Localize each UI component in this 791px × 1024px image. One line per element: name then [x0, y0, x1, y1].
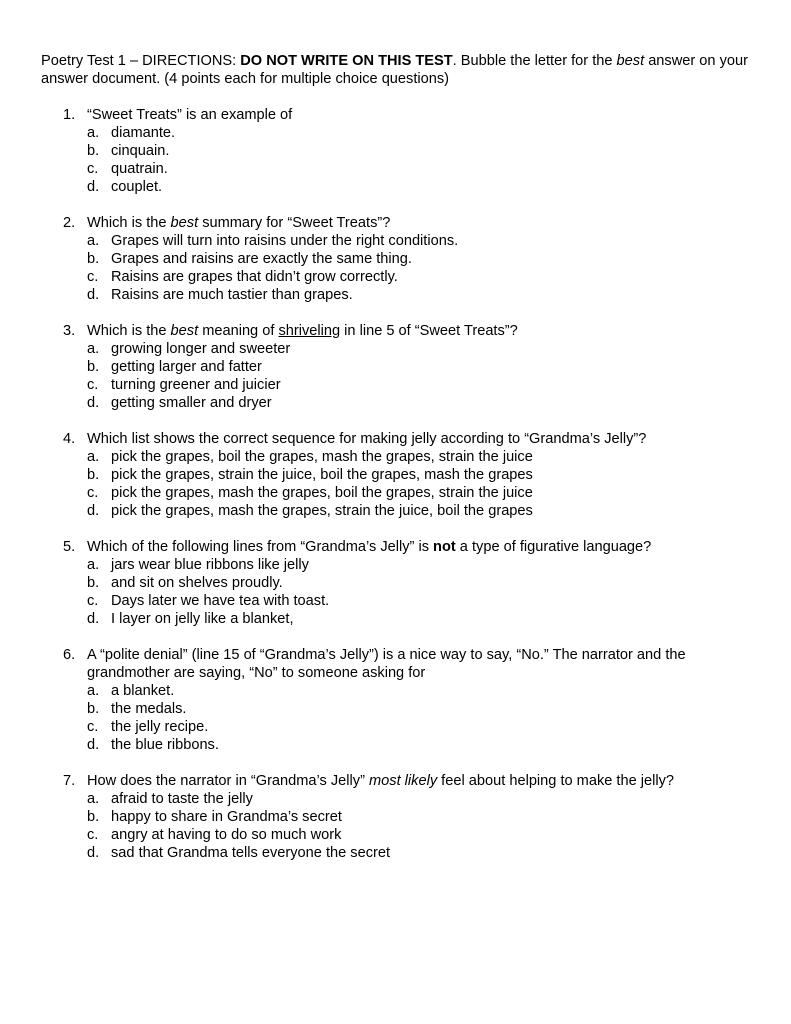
- option-text: jars wear blue ribbons like jelly: [111, 557, 309, 573]
- option-text: afraid to taste the jelly: [111, 791, 253, 807]
- option-letter: d.: [87, 287, 100, 303]
- answer-options: [87, 448, 751, 520]
- answer-option: [87, 448, 751, 466]
- option-letter: c.: [87, 161, 99, 177]
- option-letter: c.: [87, 377, 99, 393]
- answer-option: [87, 466, 751, 484]
- directions-lead: Poetry Test 1 – DIRECTIONS:: [41, 53, 241, 69]
- answer-option: [87, 232, 751, 250]
- option-text: the jelly recipe.: [111, 719, 209, 735]
- stem-segment: shriveling: [278, 323, 341, 339]
- stem-segment: most likely: [369, 773, 438, 789]
- option-letter: a.: [87, 125, 100, 141]
- option-letter: c.: [87, 269, 99, 285]
- answer-options: [87, 340, 751, 412]
- stem-segment: Which list shows the correct sequence for making jelly according to “Grandma’s Jelly”?: [87, 431, 647, 447]
- stem-segment: feel about helping to make the jelly?: [437, 773, 675, 789]
- option-text: getting larger and fatter: [111, 359, 262, 375]
- test-directions: [41, 52, 751, 88]
- option-text: getting smaller and dryer: [111, 395, 272, 411]
- answer-option: [87, 484, 751, 502]
- option-text: pick the grapes, boil the grapes, mash the grapes, strain the juice: [111, 449, 533, 465]
- option-letter: b.: [87, 701, 100, 717]
- stem-segment: a type of figurative language?: [455, 539, 652, 555]
- answer-option: [87, 682, 751, 700]
- option-text: a blanket.: [111, 683, 175, 699]
- answer-option: [87, 268, 751, 286]
- answer-option: [87, 376, 751, 394]
- question-3: [41, 322, 751, 412]
- stem-segment: Which is the: [87, 215, 171, 231]
- option-letter: a.: [87, 233, 100, 249]
- question-stem: [87, 322, 751, 340]
- option-letter: d.: [87, 179, 100, 195]
- directions-tail: answer on your answer document. (4 points each for multiple choice questions): [41, 53, 748, 87]
- stem-segment: How does the narrator in “Grandma’s Jelly”: [87, 773, 369, 789]
- option-letter: d.: [87, 845, 100, 861]
- option-letter: a.: [87, 683, 100, 699]
- answer-option: [87, 340, 751, 358]
- question-number: 2.: [63, 215, 76, 231]
- option-letter: b.: [87, 809, 100, 825]
- option-letter: b.: [87, 575, 100, 591]
- test-page: [41, 52, 751, 880]
- answer-option: [87, 358, 751, 376]
- answer-option: [87, 286, 751, 304]
- option-text: pick the grapes, strain the juice, boil the grapes, mash the grapes: [111, 467, 533, 483]
- answer-option: [87, 736, 751, 754]
- question-6: [41, 646, 751, 754]
- question-4: [41, 430, 751, 520]
- option-text: quatrain.: [111, 161, 168, 177]
- question-number: 6.: [63, 647, 76, 663]
- option-text: Grapes and raisins are exactly the same thing.: [111, 251, 412, 267]
- option-text: couplet.: [111, 179, 163, 195]
- option-text: pick the grapes, mash the grapes, strain the juice, boil the grapes: [111, 503, 533, 519]
- option-letter: c.: [87, 827, 99, 843]
- option-text: cinquain.: [111, 143, 170, 159]
- option-text: and sit on shelves proudly.: [111, 575, 283, 591]
- question-stem: [87, 538, 751, 556]
- answer-option: [87, 178, 751, 196]
- answer-option: [87, 142, 751, 160]
- option-letter: b.: [87, 251, 100, 267]
- option-letter: c.: [87, 593, 99, 609]
- answer-option: [87, 160, 751, 178]
- question-stem: [87, 106, 751, 124]
- question-2: [41, 214, 751, 304]
- question-5: [41, 538, 751, 628]
- option-text: Days later we have tea with toast.: [111, 593, 330, 609]
- option-letter: b.: [87, 143, 100, 159]
- answer-option: [87, 574, 751, 592]
- directions-warning: DO NOT WRITE ON THIS TEST: [240, 53, 453, 69]
- question-stem: [87, 646, 751, 682]
- question-1: [41, 106, 751, 196]
- stem-segment: in line 5 of “Sweet Treats”?: [340, 323, 518, 339]
- question-7: [41, 772, 751, 862]
- question-stem: [87, 214, 751, 232]
- option-text: the medals.: [111, 701, 187, 717]
- stem-segment: Which is the: [87, 323, 171, 339]
- question-number: 4.: [63, 431, 76, 447]
- stem-segment: meaning of: [198, 323, 279, 339]
- option-text: Raisins are much tastier than grapes.: [111, 287, 353, 303]
- option-letter: b.: [87, 359, 100, 375]
- option-text: Grapes will turn into raisins under the right conditions.: [111, 233, 459, 249]
- stem-segment: not: [433, 539, 456, 555]
- option-text: Raisins are grapes that didn’t grow correctly.: [111, 269, 398, 285]
- answer-option: [87, 790, 751, 808]
- answer-option: [87, 592, 751, 610]
- option-text: pick the grapes, mash the grapes, boil the grapes, strain the juice: [111, 485, 533, 501]
- answer-option: [87, 700, 751, 718]
- directions-emphasis: best: [616, 53, 645, 69]
- option-letter: d.: [87, 395, 100, 411]
- answer-option: [87, 718, 751, 736]
- option-text: I layer on jelly like a blanket,: [111, 611, 294, 627]
- answer-options: [87, 682, 751, 754]
- stem-segment: best: [170, 215, 199, 231]
- question-stem: [87, 772, 751, 790]
- answer-option: [87, 124, 751, 142]
- answer-options: [87, 124, 751, 196]
- option-letter: c.: [87, 719, 99, 735]
- answer-option: [87, 394, 751, 412]
- answer-option: [87, 502, 751, 520]
- answer-option: [87, 556, 751, 574]
- question-stem: [87, 430, 751, 448]
- answer-option: [87, 250, 751, 268]
- option-letter: d.: [87, 503, 100, 519]
- directions-mid: . Bubble the letter for the: [452, 53, 617, 69]
- stem-segment: summary for “Sweet Treats”?: [198, 215, 391, 231]
- question-list: [41, 106, 751, 862]
- option-text: growing longer and sweeter: [111, 341, 291, 357]
- option-letter: c.: [87, 485, 99, 501]
- stem-segment: Which of the following lines from “Grandma’s Jelly” is: [87, 539, 434, 555]
- option-letter: b.: [87, 467, 100, 483]
- option-letter: d.: [87, 737, 100, 753]
- answer-option: [87, 610, 751, 628]
- option-text: angry at having to do so much work: [111, 827, 342, 843]
- answer-option: [87, 808, 751, 826]
- option-letter: a.: [87, 449, 100, 465]
- answer-options: [87, 790, 751, 862]
- option-letter: a.: [87, 791, 100, 807]
- answer-options: [87, 232, 751, 304]
- question-number: 7.: [63, 773, 76, 789]
- option-text: turning greener and juicier: [111, 377, 281, 393]
- option-text: the blue ribbons.: [111, 737, 219, 753]
- question-number: 3.: [63, 323, 76, 339]
- option-letter: d.: [87, 611, 100, 627]
- stem-segment: “Sweet Treats” is an example of: [87, 107, 293, 123]
- question-number: 1.: [63, 107, 76, 123]
- option-text: sad that Grandma tells everyone the secret: [111, 845, 391, 861]
- option-letter: a.: [87, 341, 100, 357]
- answer-option: [87, 826, 751, 844]
- answer-option: [87, 844, 751, 862]
- option-text: diamante.: [111, 125, 176, 141]
- stem-segment: A “polite denial” (line 15 of “Grandma’s Jelly”) is a nice way to say, “No.” The narrator and the grandmother are saying, “No” to someone asking for: [87, 647, 686, 681]
- question-number: 5.: [63, 539, 76, 555]
- option-letter: a.: [87, 557, 100, 573]
- stem-segment: best: [170, 323, 199, 339]
- option-text: happy to share in Grandma’s secret: [111, 809, 342, 825]
- answer-options: [87, 556, 751, 628]
